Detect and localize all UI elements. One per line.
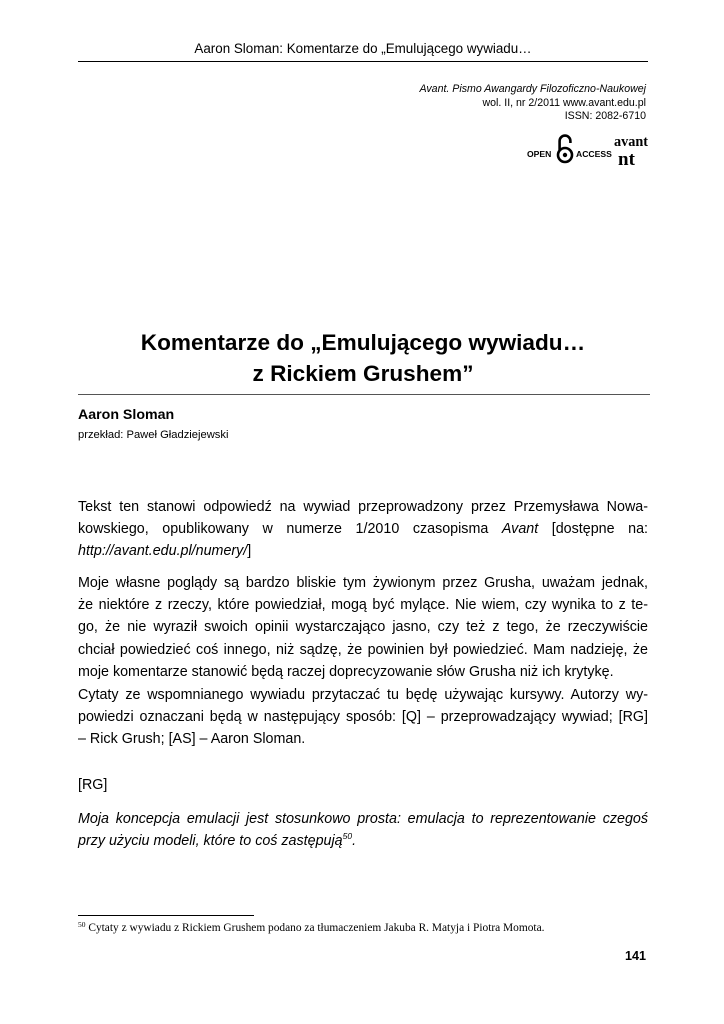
- text-line: Moja koncepcja emulacji jest stosunkowo prosta: emulacja to reprezentowanie czegoś: [78, 811, 648, 827]
- text-line: że niektóre z rzeczy, które powiedział, mogą być mylące. Nie wiem, czy wynika to z te-: [78, 597, 648, 614]
- footnote-number: 50: [78, 920, 86, 929]
- text-segment: .: [352, 833, 357, 850]
- journal-title-italic: Avant: [501, 521, 539, 538]
- header-rule: [78, 61, 648, 62]
- text-line: chciał powiedzieć coś innego, niż sądzę, że powinien był powiedzieć. Mam nadzieję, że: [78, 641, 648, 658]
- text-segment: kowskiego, opublikowany w numerze 1/2010 czasopisma: [78, 521, 502, 538]
- footnote: [78, 921, 545, 936]
- logo-open-text: OPEN: [527, 149, 552, 159]
- text-line: Tekst ten stanowi odpowiedź na wywiad przeprowadzony przez Przemysława Nowa-: [78, 499, 648, 515]
- text-segment: ]: [247, 543, 252, 560]
- article-title: [78, 327, 648, 389]
- quote-rg: [78, 808, 648, 852]
- translator-credit: przekład: Paweł Gładziejewski: [78, 429, 229, 441]
- paragraph-intro: [78, 496, 648, 563]
- title-rule: [78, 394, 650, 395]
- text-segment: [dostępne na:: [538, 521, 648, 538]
- logo-access-text: ACCESS: [576, 149, 612, 159]
- text-line: go, że nie wyraził swoich opinii wystarczająco jasno, czy też z tego, że rzeczywiście: [78, 619, 648, 636]
- text-line: Moje własne poglądy są bardzo bliskie tym żywionym przez Grusha, uważam jednak,: [78, 575, 648, 591]
- open-access-logo: [526, 129, 650, 173]
- author-name: Aaron Sloman: [78, 407, 175, 423]
- journal-volume: wol. II, nr 2/2011 www.avant.edu.pl: [482, 96, 646, 109]
- text-line: powiedzi oznaczani będą w następujący sposób: [Q] – przeprowadzający wywiad; [RG]: [78, 709, 648, 726]
- journal-info: [420, 83, 647, 124]
- paragraph-views: [78, 572, 648, 683]
- text-line: moje komentarze stanowić będą raczej doprecyzowanie słów Grusha niż ich krytykę.: [78, 663, 614, 680]
- title-line-1: Komentarze do „Emulującego wywiadu…: [140, 330, 586, 355]
- page-number: 141: [624, 949, 646, 963]
- speaker-tag: [RG]: [78, 777, 108, 793]
- footnote-reference[interactable]: 50: [342, 831, 353, 842]
- text-line: – Rick Grush; [AS] – Aaron Sloman.: [78, 731, 306, 748]
- text-line: Cytaty ze wspomnianego wywiadu przytaczać tu będę używając kursywy. Autorzy wy-: [78, 687, 648, 703]
- title-line-2: z Rickiem Grushem”: [252, 361, 474, 386]
- logo-brand-top: avant: [614, 134, 648, 150]
- text-segment: przy użyciu modeli, które to coś zastępują: [78, 833, 343, 850]
- running-header: Aaron Sloman: Komentarze do „Emulującego wywiadu…: [194, 41, 532, 56]
- footnote-rule: [78, 915, 254, 916]
- footnote-text: Cytaty z wywiadu z Rickiem Grushem podano za tłumaczeniem Jakuba R. Matyja i Piotra Momota.: [85, 922, 545, 934]
- journal-issn: ISSN: 2082-6710: [564, 110, 646, 122]
- open-access-lock-icon: [558, 136, 572, 162]
- logo-brand-bottom: nt: [618, 149, 635, 170]
- paragraph-citation-convention: [78, 684, 648, 751]
- journal-name: Avant. Pismo Awangardy Filozoficzno-Naukowej: [419, 83, 646, 95]
- journal-url-link[interactable]: http://avant.edu.pl/numery/: [78, 543, 248, 560]
